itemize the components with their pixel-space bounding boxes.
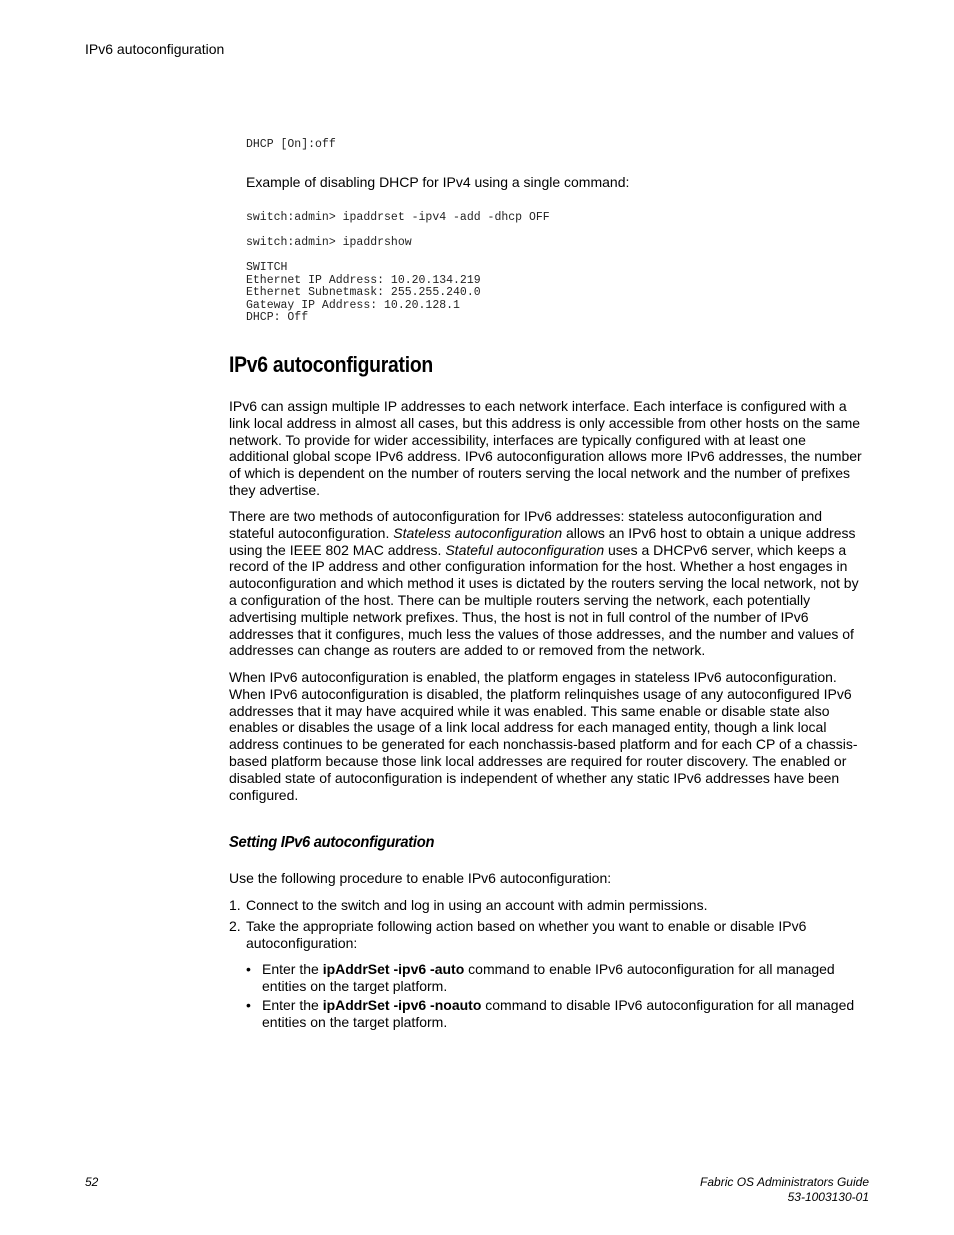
step-text: Take the appropriate following action based on whether you want to enable or disable IPv6 autoconfiguration: — [246, 918, 807, 951]
page-number: 52 — [85, 1175, 99, 1189]
bullet-text-pre: Enter the — [262, 997, 323, 1013]
step-text: Connect to the switch and log in using an account with admin permissions. — [246, 897, 708, 913]
guide-title: Fabric OS Administrators Guide — [700, 1175, 869, 1189]
paragraph-2-text-b: allows an IPv6 host to obtain a unique address using the IEEE 802 MAC address. — [229, 524, 856, 558]
bullet-text-pre: Enter the — [262, 961, 323, 977]
bullet-marker: • — [246, 961, 251, 977]
step-number: 1. — [229, 897, 241, 913]
bullet-text — [262, 997, 858, 1031]
example-intro: Example of disabling DHCP for IPv4 using a single command: — [246, 174, 630, 190]
code-block-output: SWITCH Ethernet IP Address: 10.20.134.219 Ethernet Subnetmask: 255.255.240.0 Gateway IP Address: 10.20.128.1 DHCP: Off — [246, 261, 481, 324]
procedure-intro: Use the following procedure to enable IPv6 autoconfiguration: — [229, 870, 612, 886]
footer-doc-info — [700, 1175, 869, 1205]
bullet-text-post: command to disable IPv6 autoconfiguration for all managed entities on the target platform. — [262, 997, 855, 1030]
section-title: IPv6 autoconfiguration — [229, 352, 433, 377]
code-block-ipaddrshow: switch:admin> ipaddrshow — [246, 236, 412, 249]
term-stateful: Stateful autoconfiguration — [445, 541, 605, 558]
code-block-ipaddrset: switch:admin> ipaddrset -ipv4 -add -dhcp OFF — [246, 211, 550, 224]
command-ipaddrset-auto: ipAddrSet -ipv6 -auto — [322, 961, 465, 977]
step-2 — [229, 918, 849, 952]
subsection-title: Setting IPv6 autoconfiguration — [229, 834, 435, 851]
term-stateless: Stateless autoconfiguration — [393, 524, 563, 541]
paragraph-2 — [229, 508, 865, 659]
step-1 — [229, 897, 849, 914]
paragraph-1: IPv6 can assign multiple IP addresses to each network interface. Each interface is configured with a link local address in almost all cases, but this address is only accessible from other hosts on the same network. To provide for wider accessibility, interfaces are typically configured with at least one additional global scope IPv6 address. IPv6 autoconfiguration allows more IPv6 addresses, the number of which is dependent on the number of routers serving the local network and the number of prefixes they advertise. — [229, 398, 862, 498]
paragraph-2-text-a: There are two methods of autoconfiguration for IPv6 addresses: stateless autoconfiguration and stateful autoconfiguration. — [229, 508, 823, 541]
doc-number: 53-1003130-01 — [787, 1190, 869, 1204]
command-ipaddrset-noauto: ipAddrSet -ipv6 -noauto — [322, 997, 482, 1013]
bullet-disable-auto — [246, 997, 858, 1031]
step-number: 2. — [229, 918, 241, 934]
bullet-text-post: command to enable IPv6 autoconfiguration for all managed entities on the target platform. — [262, 961, 835, 994]
bullet-marker: • — [246, 997, 251, 1013]
paragraph-3: When IPv6 autoconfiguration is enabled, the platform engages in stateless IPv6 autoconfiguration. When IPv6 autoconfiguration is disabled, the platform relinquishes usage of any autoconfigured IPv6 addresses that it may have acquired while it was enabled. This same enable or disable state also enables or disables the usage of a link local address for each managed entity, though a link local address continues to be generated for each nonchassis-based platform and for each CP of a chassis-based platform because those link local addresses are required for router discovery. The enabled or disabled state of autoconfiguration is independent of whether any static IPv6 addresses have been configured. — [229, 669, 858, 803]
paragraph-2-text-c: uses a DHCPv6 server, which keeps a record of the IP address and other configuration information for the host. Whether a host engages in autoconfiguration and which method it uses is dictated by the routers serving the local network, not by a configuration of the host. There can be multiple routers serving the network, each potentially advertising multiple network prefixes. Thus, the host is not in full control of the number of IPv6 addresses that it configures, much less the values of those addresses, and the number and values of addresses can change as routers are added to or removed from the network. — [229, 541, 859, 659]
code-block-dhcp-prompt: DHCP [On]:off — [246, 138, 336, 151]
bullet-enable-auto — [246, 961, 858, 995]
running-header: IPv6 autoconfiguration — [85, 41, 225, 57]
bullet-text — [262, 961, 858, 995]
